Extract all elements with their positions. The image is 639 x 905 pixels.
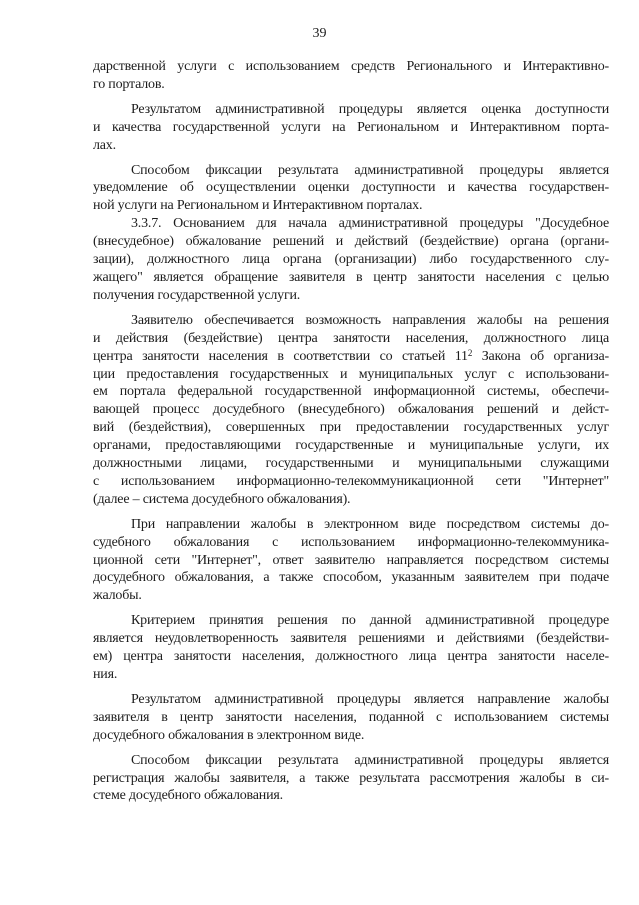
document-body [93, 58, 609, 805]
paragraph-8 [93, 691, 609, 745]
text-line: ной услуги на Региональном и Интерактивном порталах. [93, 198, 423, 214]
text-line: является неудовлетворенность заявителя решениями и действиями (бездействи- [93, 631, 609, 647]
paragraph-7 [93, 612, 609, 684]
text-line: Способом фиксации результата административной процедуры является [131, 752, 609, 768]
paragraph-4 [93, 215, 609, 305]
text-line: получения государственной услуги. [93, 287, 301, 303]
paragraph-2 [93, 101, 609, 155]
text-line [93, 348, 609, 366]
text-line: зации), должностного лица органа (организации) либо государственного слу- [93, 252, 609, 268]
text-line: должностными лицами, государственными и муниципальными служащими [93, 456, 609, 472]
text-line: вающей процесс досудебного (внесудебного) обжалования решений и дейст- [93, 402, 609, 418]
text-line: Результатом административной процедуры является направление жалобы [131, 691, 609, 707]
text-line: дарственной услуги с использованием средств Регионального и Интерактивно- [93, 59, 609, 74]
text-line: (далее – система досудебного обжалования). [93, 491, 351, 507]
text-line: Способом фиксации результата административной процедуры является [131, 162, 609, 178]
text-line: ции предоставления государственных и муниципальных услуг с использовани- [93, 366, 609, 382]
text-line: ционной сети "Интернет", ответ заявителю направляется посредством системы [93, 552, 609, 568]
text-line: Критерием принятия решения по данной административной процедуре [131, 613, 609, 629]
text-line: с использованием информационно-телекоммуникационной сети "Интернет" [93, 473, 609, 489]
paragraph-5 [93, 312, 609, 509]
text-fragment: центра занятости населения в соответствии со статьей 11 [93, 348, 468, 364]
text-line: досудебного обжалования в электронном виде. [93, 727, 365, 743]
text-line: лах. [93, 137, 116, 153]
paragraph-1 [93, 58, 609, 94]
text-line: 3.3.7. Основанием для начала административной процедуры "Досудебное [131, 216, 609, 232]
text-line: органами, предоставляющими государственные и муниципальные услуги, их [93, 438, 609, 454]
text-line: и действия (бездействие) центра занятости населения, должностного лица [93, 330, 609, 346]
text-line: досудебного обжалования, а также способом, указанным заявителем при подаче [93, 570, 609, 586]
text-line: (внесудебное) обжалование решений и действий (бездействие) органа (органи- [93, 234, 609, 250]
text-line: вий (бездействия), совершенных при предоставлении государственных услуг [93, 420, 609, 436]
paragraph-3 [93, 162, 609, 216]
paragraph-9 [93, 752, 609, 806]
superscript: 2 [467, 347, 473, 358]
text-line: заявителя в центр занятости населения, поданной с использованием системы [93, 709, 609, 725]
text-line: регистрация жалобы заявителя, а также результата рассмотрения жалобы в си- [93, 770, 609, 786]
paragraph-6 [93, 516, 609, 606]
text-line: уведомление об осуществлении оценки доступности и качества государствен- [93, 180, 609, 196]
text-line: ем) центра занятости населения, должностного лица центра занятости населе- [93, 649, 609, 665]
text-line: жалобы. [93, 588, 142, 604]
text-line: го порталов. [93, 76, 165, 92]
text-line: Заявителю обеспечивается возможность направления жалобы на решения [131, 312, 609, 328]
text-line: судебного обжалования с использованием информационно-телекоммуника- [93, 534, 609, 550]
page-number: 39 [312, 26, 327, 41]
text-line: и качества государственной услуги на Региональном и Интерактивном порта- [93, 119, 609, 135]
text-line: ем портала федеральной государственной информационной системы, обеспечи- [93, 384, 609, 400]
text-line: ния. [93, 667, 118, 682]
text-line: жащего" является обращение заявителя в центр занятости населения с целью [93, 269, 609, 285]
text-line: стеме досудебного обжалования. [93, 788, 283, 804]
text-line: При направлении жалобы в электронном виде посредством системы до- [131, 516, 609, 532]
text-line: Результатом административной процедуры является оценка доступности [131, 101, 609, 117]
text-fragment: Закона об организа- [472, 348, 609, 364]
